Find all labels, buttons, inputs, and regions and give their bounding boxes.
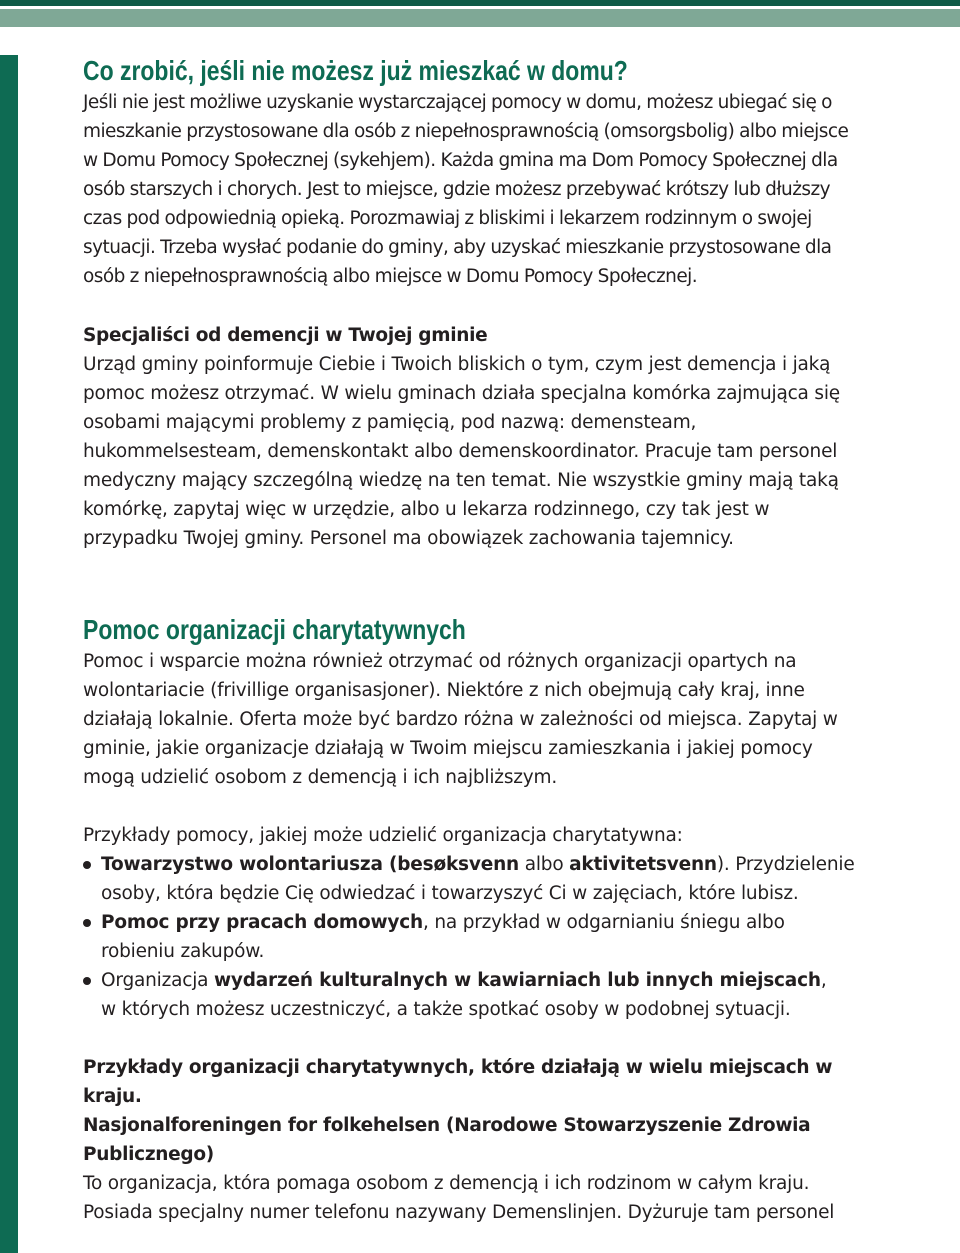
bullet-icon [83,861,91,869]
text-line: osoby, która będzie Cię odwiedzać i towarzyszyć Ci w zajęciach, które lubisz. [101,883,799,904]
page-content [83,54,883,1227]
section-subtitle-specialists: Specjaliści od demencji w Twojej gminie [83,325,488,346]
text-line: czas pod odpowiednią opieką. Porozmawiaj z bliskimi i lekarzem rodzinnym o swojej [83,208,812,229]
organization-name: Nasjonalforeningen for folkehelsen (Narodowe Stowarzyszenie Zdrowia [83,1115,811,1136]
text: ). Przydzielenie [716,854,855,875]
text-line: osób z niepełnosprawnością albo miejsce w Domu Pomocy Społecznej. [83,266,698,287]
text-line: komórkę, zapytaj więc w urzędzie, albo u lekarza rodzinnego, czy tak jest w [83,499,770,520]
text-line: robieniu zakupów. [101,941,265,962]
organizations-heading: Przykłady organizacji charytatywnych, które działają w wielu miejscach w kraju. [83,1057,833,1107]
text-line: Pomoc i wsparcie można również otrzymać od różnych organizacji opartych na [83,651,797,672]
list-item [83,850,883,908]
paragraph-specialists [83,350,883,553]
text-line: gminie, jakie organizacje działają w Twoim miejscu zamieszkania i jakiej pomocy [83,738,813,759]
help-examples-list [83,850,883,1024]
bold-text: Pomoc przy pracach domowych [101,912,423,933]
list-item [83,908,883,966]
bullet-icon [83,977,91,985]
paragraph-living [83,88,883,291]
section-title-living: Co zrobić, jeśli nie możesz już mieszkać w domu? [83,55,628,86]
text: albo [519,854,570,875]
text-line: w których możesz uczestniczyć, a także spotkać osoby w podobnej sytuacji. [101,999,791,1020]
paragraph-charity [83,647,883,792]
text-line: mieszkanie przystosowane dla osób z niepełnosprawnością (omsorgsbolig) albo miejsce [83,121,849,142]
text-line: medyczny mający szczególną wiedzę na ten temat. Nie wszystkie gminy mają taką [83,470,839,491]
text-line: Jeśli nie jest możliwe uzyskanie wystarczającej pomocy w domu, możesz ubiegać się o [83,92,832,113]
text-line: hukommelsesteam, demenskontakt albo demenskoordinator. Pracuje tam personel [83,441,838,462]
bold-text: Towarzystwo wolontariusza (besøksvenn [101,854,520,875]
top-decorative-bar [0,0,960,6]
text: , [820,970,827,991]
text: , na przykład w odgarnianiu śniegu albo [423,912,785,933]
list-item [83,966,883,1024]
text-line: pomoc możesz otrzymać. W wielu gminach działa specjalna komórka zajmująca się [83,383,840,404]
text-line: osobami mającymi problemy z pamięcią, pod nazwą: demensteam, [83,412,697,433]
text-line: wolontariacie (frivillige organisasjoner). Niektóre z nich obejmują cały kraj, inne [83,680,805,701]
text: Organizacja [101,970,214,991]
text-line: Urząd gminy poinformuje Ciebie i Twoich bliskich o tym, czym jest demencja i jaką [83,354,831,375]
text-line: w Domu Pomocy Społecznej (sykehjem). Każda gmina ma Dom Pomocy Społecznej dla [83,150,838,171]
top-decorative-stripe [0,9,960,27]
text-line: przypadku Twojej gminy. Personel ma obowiązek zachowania tajemnicy. [83,528,734,549]
text-line: mogą udzielić osobom z demencją i ich najbliższym. [83,767,558,788]
text-line: działają lokalnie. Oferta może być bardzo różna w zależności od miejsca. Zapytaj w [83,709,838,730]
text-line: osób starszych i chorych. Jest to miejsce, gdzie możesz przebywać krótszy lub dłuższy [83,179,831,200]
examples-intro: Przykłady pomocy, jakiej może udzielić organizacja charytatywna: [83,825,683,846]
text-line: To organizacja, która pomaga osobom z demencją i ich rodzinom w całym kraju. [83,1173,810,1194]
section-title-charity: Pomoc organizacji charytatywnych [83,614,466,645]
side-decorative-bar [0,55,18,1253]
text-line: Posiada specjalny numer telefonu nazywany Demenslinjen. Dyżuruje tam personel [83,1202,835,1223]
text-line: sytuacji. Trzeba wysłać podanie do gminy, aby uzyskać mieszkanie przystosowane dla [83,237,832,258]
bold-text: wydarzeń kulturalnych w kawiarniach lub innych miejscach [213,970,821,991]
bullet-icon [83,919,91,927]
organization-name-cont: Publicznego) [83,1144,214,1165]
bold-text: aktivitetsvenn [569,854,717,875]
